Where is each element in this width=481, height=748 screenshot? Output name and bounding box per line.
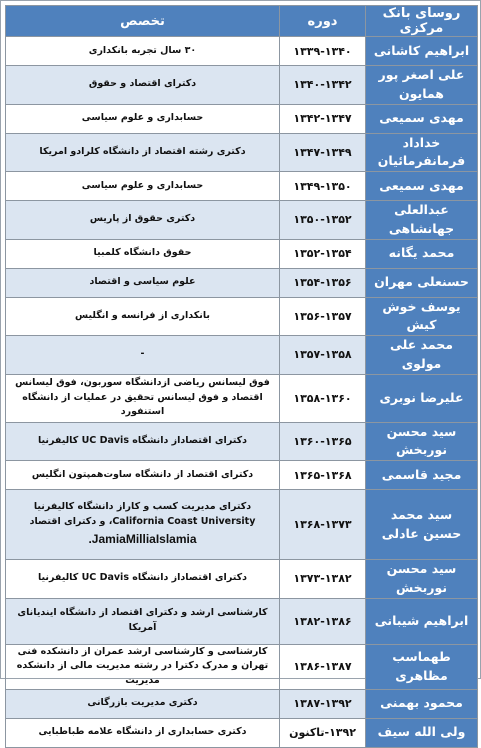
governor-specialty: دکتری حسابداری از دانشگاه علامه طباطبایی xyxy=(6,718,280,747)
governor-name: عبدالعلی جهانشاهی xyxy=(366,201,478,240)
governor-name: ابراهیم کاشانی xyxy=(366,37,478,66)
governor-period: ۱۳۵۰-۱۳۵۲ xyxy=(280,201,366,240)
header-specialty: تخصص xyxy=(6,6,280,37)
governor-name: حسنعلی مهران xyxy=(366,268,478,297)
governor-period: ۱۳۳۹-۱۳۴۰ xyxy=(280,37,366,66)
governor-name: ابراهیم شیبانی xyxy=(366,598,478,644)
table-row xyxy=(6,239,478,268)
governor-name: سید محسن نوربخش xyxy=(366,422,478,461)
governor-specialty: دکترای اقتصاد و حقوق xyxy=(6,66,280,105)
header-period: دوره xyxy=(280,6,366,37)
table-row xyxy=(6,718,478,747)
governor-specialty: دکتری رشته اقتصاد از دانشگاه کلرادو امریکا xyxy=(6,133,280,172)
table-row xyxy=(6,37,478,66)
table-row xyxy=(6,422,478,461)
governor-name: سید محسن نوربخش xyxy=(366,560,478,599)
table-row xyxy=(6,644,478,689)
governor-name: علیرضا نوبری xyxy=(366,374,478,422)
governor-name: طهماسب مظاهری xyxy=(366,644,478,689)
governor-period: ۱۳۶۸-۱۳۷۳ xyxy=(280,490,366,560)
header-row xyxy=(6,6,478,37)
governor-period: ۱۳۸۲-۱۳۸۶ xyxy=(280,598,366,644)
table-row xyxy=(6,201,478,240)
governor-specialty: علوم سیاسی و اقتصاد xyxy=(6,268,280,297)
governor-specialty: کارشناسی ارشد و دکترای اقتصاد از دانشگاه ایندیانای آمریکا xyxy=(6,598,280,644)
table-row xyxy=(6,172,478,201)
governor-name: محمد یگانه xyxy=(366,239,478,268)
table-row xyxy=(6,268,478,297)
governor-period: ۱۳۸۷-۱۳۹۲ xyxy=(280,689,366,718)
governor-specialty xyxy=(6,490,280,560)
governor-specialty: دکترای اقتصاداز دانشگاه UC Davis کالیفرنیا xyxy=(6,560,280,599)
table-row xyxy=(6,336,478,375)
governor-name: محمود بهمنی xyxy=(366,689,478,718)
governor-period: ۱۳۹۲-تاکنون xyxy=(280,718,366,747)
governor-period: ۱۳۷۳-۱۳۸۲ xyxy=(280,560,366,599)
governor-period: ۱۳۴۲-۱۳۴۷ xyxy=(280,104,366,133)
governor-specialty: ۳۰ سال تجربه بانکداری xyxy=(6,37,280,66)
table-row xyxy=(6,297,478,336)
governor-name: ولی الله سیف xyxy=(366,718,478,747)
table-row xyxy=(6,490,478,560)
governor-specialty: دکترای اقتصاداز دانشگاه UC Davis کالیفرنیا xyxy=(6,422,280,461)
governor-specialty-text: دکترای مدیریت کسب و کاراز دانشگاه کالیفرنیا California Coast University، و دکترای اقتصاد xyxy=(29,501,256,528)
governor-period: ۱۳۵۲-۱۳۵۴ xyxy=(280,239,366,268)
governor-specialty: حسابداری و علوم سیاسی xyxy=(6,104,280,133)
governor-period: ۱۳۸۶-۱۳۸۷ xyxy=(280,644,366,689)
governor-specialty: دکتری مدیریت بازرگانی xyxy=(6,689,280,718)
table-row xyxy=(6,560,478,599)
governor-name: خداداد فرمانفرمائیان xyxy=(366,133,478,172)
governor-specialty: دکترای اقتصاد از دانشگاه ساوت‌همپتون انگلیس xyxy=(6,461,280,490)
governor-specialty: حقوق دانشگاه کلمبیا xyxy=(6,239,280,268)
governor-period: ۱۳۵۷-۱۳۵۸ xyxy=(280,336,366,375)
governor-period: ۱۳۴۹-۱۳۵۰ xyxy=(280,172,366,201)
governor-name: محمد علی مولوی xyxy=(366,336,478,375)
table-row xyxy=(6,66,478,105)
governor-period: ۱۳۵۶-۱۳۵۷ xyxy=(280,297,366,336)
governor-period: ۱۳۵۴-۱۳۵۶ xyxy=(280,268,366,297)
governor-name: علی اصغر پور همایون xyxy=(366,66,478,105)
governor-period: ۱۳۴۷-۱۳۴۹ xyxy=(280,133,366,172)
governor-period: ۱۳۶۰-۱۳۶۵ xyxy=(280,422,366,461)
central-bank-governors-table xyxy=(5,5,478,748)
governor-specialty: دکتری حقوق از پاریس xyxy=(6,201,280,240)
governor-specialty: - xyxy=(6,336,280,375)
table-row xyxy=(6,461,478,490)
governor-period: ۱۳۵۸-۱۳۶۰ xyxy=(280,374,366,422)
governor-period: ۱۳۴۰-۱۳۴۲ xyxy=(280,66,366,105)
table-row xyxy=(6,598,478,644)
header-name: روسای بانک مرکزی xyxy=(366,6,478,37)
table-row xyxy=(6,104,478,133)
governor-specialty: فوق لیسانس ریاضی ازدانشگاه سوربون، فوق لیسانس اقتصاد و فوق لیسانس تحقیق در عملیات از دانشگاه استنفورد xyxy=(6,374,280,422)
governor-name: سید محمد حسین عادلی xyxy=(366,490,478,560)
table-row xyxy=(6,689,478,718)
governor-name: مهدی سمیعی xyxy=(366,172,478,201)
governor-specialty: حسابداری و علوم سیاسی xyxy=(6,172,280,201)
governor-specialty-latin: JamiaMilliaIslamia. xyxy=(88,531,197,546)
governor-period: ۱۳۶۵-۱۳۶۸ xyxy=(280,461,366,490)
governor-name: مجید قاسمی xyxy=(366,461,478,490)
governor-specialty: بانکداری از فرانسه و انگلیس xyxy=(6,297,280,336)
governor-name: یوسف خوش کیش xyxy=(366,297,478,336)
table-row xyxy=(6,374,478,422)
table-row xyxy=(6,133,478,172)
governor-name: مهدی سمیعی xyxy=(366,104,478,133)
governor-specialty: کارشناسی و کارشناسی ارشد عمران از دانشکده فنی تهران و مدرک دکترا در رشته مدیریت مالی از دانشکده مدیریت xyxy=(6,644,280,689)
